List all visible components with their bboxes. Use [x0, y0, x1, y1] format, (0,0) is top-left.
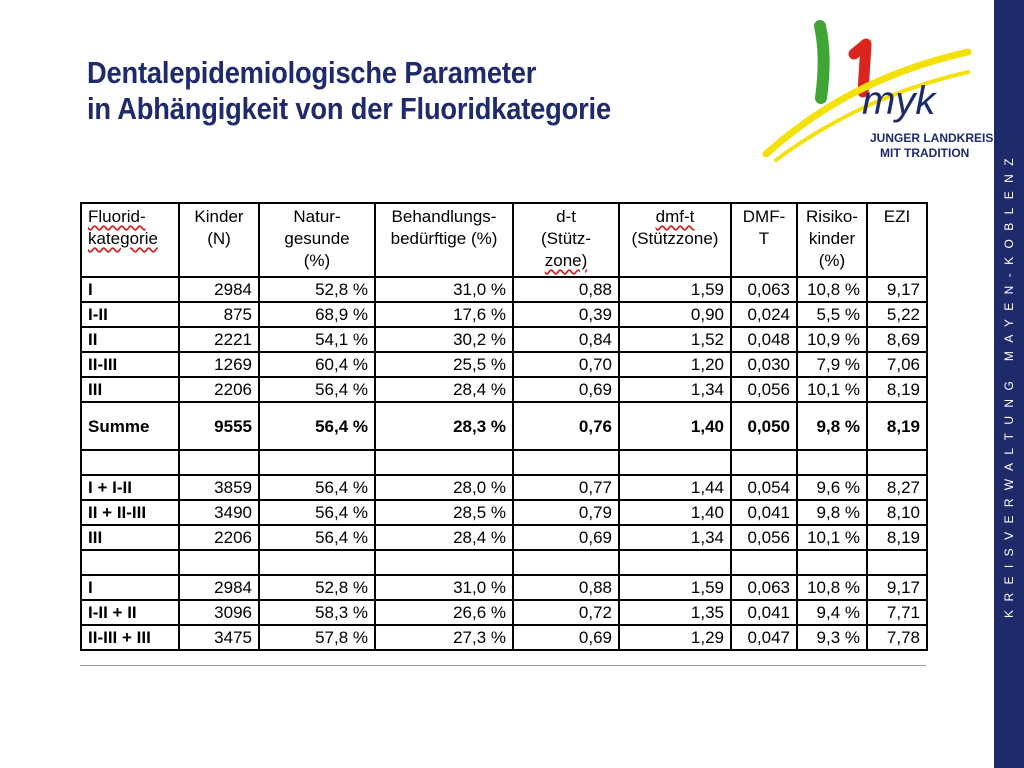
cell-risk-children: 9,6 % — [797, 475, 867, 500]
table-row — [81, 352, 927, 377]
cell-need-of-treatment: 25,5 % — [375, 352, 513, 377]
cell-dmft: 1,40 — [619, 500, 731, 525]
cell-children: 3859 — [179, 475, 259, 500]
cell-ezi: 7,06 — [867, 352, 927, 377]
table-row — [81, 525, 927, 550]
cell-ezi: 8,10 — [867, 500, 927, 525]
cell-category: II + II-III — [81, 500, 179, 525]
table-row — [81, 600, 927, 625]
logo-wordmark: myk — [862, 79, 936, 123]
header-naturally-healthy: Natur- gesunde (%) — [259, 203, 375, 277]
cell-DMFT: 0,054 — [731, 475, 797, 500]
header-dt: d-t (Stütz- zone) — [513, 203, 619, 277]
header-DMFT: DMF- T — [731, 203, 797, 277]
cell-need-of-treatment: 28,4 % — [375, 377, 513, 402]
cell-need-of-treatment: 28,0 % — [375, 475, 513, 500]
cell-need-of-treatment: 27,3 % — [375, 625, 513, 650]
cell-ezi: 5,22 — [867, 302, 927, 327]
cell-naturally-healthy: 52,8 % — [259, 277, 375, 302]
cell-ezi: 8,19 — [867, 377, 927, 402]
cell-children: 2984 — [179, 575, 259, 600]
cell-DMFT: 0,056 — [731, 525, 797, 550]
cell-category: II-III + III — [81, 625, 179, 650]
cell-risk-children: 10,1 % — [797, 377, 867, 402]
cell-category: III — [81, 377, 179, 402]
cell-DMFT: 0,048 — [731, 327, 797, 352]
cell-risk-children: 7,9 % — [797, 352, 867, 377]
header-dmft: dmf-t (Stützzone) — [619, 203, 731, 277]
cell-risk-children: 10,9 % — [797, 327, 867, 352]
cell-dt: 0,88 — [513, 277, 619, 302]
cell-need-of-treatment: 31,0 % — [375, 575, 513, 600]
cell-dt: 0,39 — [513, 302, 619, 327]
cell-ezi: 8,19 — [867, 525, 927, 550]
cell-children: 3096 — [179, 600, 259, 625]
logo-tagline-1: JUNGER LANDKREIS — [870, 131, 994, 145]
cell-dt: 0,77 — [513, 475, 619, 500]
cell-children: 875 — [179, 302, 259, 327]
cell-category: I — [81, 575, 179, 600]
header-fluoride-category: Fluorid- kategorie — [81, 203, 179, 277]
cell-DMFT: 0,056 — [731, 377, 797, 402]
cell-naturally-healthy: 52,8 % — [259, 575, 375, 600]
cell-naturally-healthy: 60,4 % — [259, 352, 375, 377]
cell-need-of-treatment: 28,3 % — [375, 402, 513, 450]
header-risk-children: Risiko- kinder (%) — [797, 203, 867, 277]
cell-ezi: 9,17 — [867, 575, 927, 600]
cell-ezi: 8,19 — [867, 402, 927, 450]
cell-children: 2221 — [179, 327, 259, 352]
logo-tagline-2: MIT TRADITION — [880, 146, 970, 160]
cell-DMFT: 0,041 — [731, 600, 797, 625]
cell-category: Summe — [81, 402, 179, 450]
cell-DMFT: 0,024 — [731, 302, 797, 327]
cell-category: I + I-II — [81, 475, 179, 500]
cell-category: II-III — [81, 352, 179, 377]
table-row-blank — [81, 450, 927, 475]
table-row — [81, 302, 927, 327]
cell-risk-children: 10,8 % — [797, 575, 867, 600]
table-row — [81, 327, 927, 352]
cell-DMFT: 0,047 — [731, 625, 797, 650]
header-ezi: EZI — [867, 203, 927, 277]
cell-dt: 0,69 — [513, 625, 619, 650]
cell-risk-children: 9,8 % — [797, 402, 867, 450]
cell-need-of-treatment: 30,2 % — [375, 327, 513, 352]
cell-need-of-treatment: 26,6 % — [375, 600, 513, 625]
cell-naturally-healthy: 56,4 % — [259, 525, 375, 550]
cell-dmft: 1,35 — [619, 600, 731, 625]
table-row — [81, 475, 927, 500]
cell-category: III — [81, 525, 179, 550]
cell-dt: 0,69 — [513, 377, 619, 402]
cell-naturally-healthy: 56,4 % — [259, 377, 375, 402]
cell-naturally-healthy: 54,1 % — [259, 327, 375, 352]
cell-naturally-healthy: 57,8 % — [259, 625, 375, 650]
cell-need-of-treatment: 31,0 % — [375, 277, 513, 302]
cell-dmft: 1,29 — [619, 625, 731, 650]
cell-children: 2206 — [179, 525, 259, 550]
cell-DMFT: 0,030 — [731, 352, 797, 377]
cell-risk-children: 9,4 % — [797, 600, 867, 625]
slide-title-line-1: Dentalepidemiologische Parameter — [87, 55, 537, 90]
cell-DMFT: 0,063 — [731, 277, 797, 302]
header-need-of-treatment: Behandlungs- bedürftige (%) — [375, 203, 513, 277]
cell-risk-children: 9,3 % — [797, 625, 867, 650]
cell-ezi: 8,69 — [867, 327, 927, 352]
cell-risk-children: 10,8 % — [797, 277, 867, 302]
cell-children: 2984 — [179, 277, 259, 302]
cell-naturally-healthy: 56,4 % — [259, 402, 375, 450]
cell-dt: 0,69 — [513, 525, 619, 550]
slide-title — [87, 55, 611, 127]
table-header-row — [81, 203, 927, 277]
cell-dt: 0,79 — [513, 500, 619, 525]
cell-dt: 0,84 — [513, 327, 619, 352]
cell-dmft: 0,90 — [619, 302, 731, 327]
cell-children: 3475 — [179, 625, 259, 650]
cell-dmft: 1,40 — [619, 402, 731, 450]
myk-logo — [762, 14, 994, 164]
table-row — [81, 575, 927, 600]
table-row — [81, 500, 927, 525]
cell-DMFT: 0,041 — [731, 500, 797, 525]
cell-ezi: 8,27 — [867, 475, 927, 500]
cell-children: 1269 — [179, 352, 259, 377]
cell-dt: 0,76 — [513, 402, 619, 450]
cell-dmft: 1,44 — [619, 475, 731, 500]
cell-ezi: 7,71 — [867, 600, 927, 625]
cell-category: I-II + II — [81, 600, 179, 625]
table-row — [81, 277, 927, 302]
table-bottom-rule — [80, 665, 926, 666]
cell-need-of-treatment: 17,6 % — [375, 302, 513, 327]
cell-dt: 0,88 — [513, 575, 619, 600]
cell-dmft: 1,20 — [619, 352, 731, 377]
table-row-sum — [81, 402, 927, 450]
cell-dmft: 1,52 — [619, 327, 731, 352]
table-row — [81, 377, 927, 402]
cell-category: I-II — [81, 302, 179, 327]
cell-dmft: 1,59 — [619, 277, 731, 302]
table-row — [81, 625, 927, 650]
logo-green-stroke — [820, 26, 824, 98]
slide-title-line-2: in Abhängigkeit von der Fluoridkategorie — [87, 91, 611, 126]
cell-ezi: 7,78 — [867, 625, 927, 650]
cell-category: II — [81, 327, 179, 352]
header-children: Kinder (N) — [179, 203, 259, 277]
cell-risk-children: 10,1 % — [797, 525, 867, 550]
cell-naturally-healthy: 56,4 % — [259, 500, 375, 525]
cell-dmft: 1,34 — [619, 525, 731, 550]
cell-children: 2206 — [179, 377, 259, 402]
cell-need-of-treatment: 28,4 % — [375, 525, 513, 550]
cell-risk-children: 9,8 % — [797, 500, 867, 525]
cell-naturally-healthy: 58,3 % — [259, 600, 375, 625]
cell-ezi: 9,17 — [867, 277, 927, 302]
cell-children: 3490 — [179, 500, 259, 525]
cell-DMFT: 0,050 — [731, 402, 797, 450]
cell-dt: 0,70 — [513, 352, 619, 377]
table-row-blank — [81, 550, 927, 575]
cell-risk-children: 5,5 % — [797, 302, 867, 327]
cell-children: 9555 — [179, 402, 259, 450]
cell-need-of-treatment: 28,5 % — [375, 500, 513, 525]
cell-category: I — [81, 277, 179, 302]
cell-dt: 0,72 — [513, 600, 619, 625]
cell-naturally-healthy: 56,4 % — [259, 475, 375, 500]
cell-naturally-healthy: 68,9 % — [259, 302, 375, 327]
cell-DMFT: 0,063 — [731, 575, 797, 600]
sidebar-organization-name: KREISVERWALTUNG MAYEN-KOBLENZ — [1002, 150, 1016, 618]
cell-dmft: 1,34 — [619, 377, 731, 402]
cell-dmft: 1,59 — [619, 575, 731, 600]
fluoride-parameter-table — [80, 202, 928, 651]
